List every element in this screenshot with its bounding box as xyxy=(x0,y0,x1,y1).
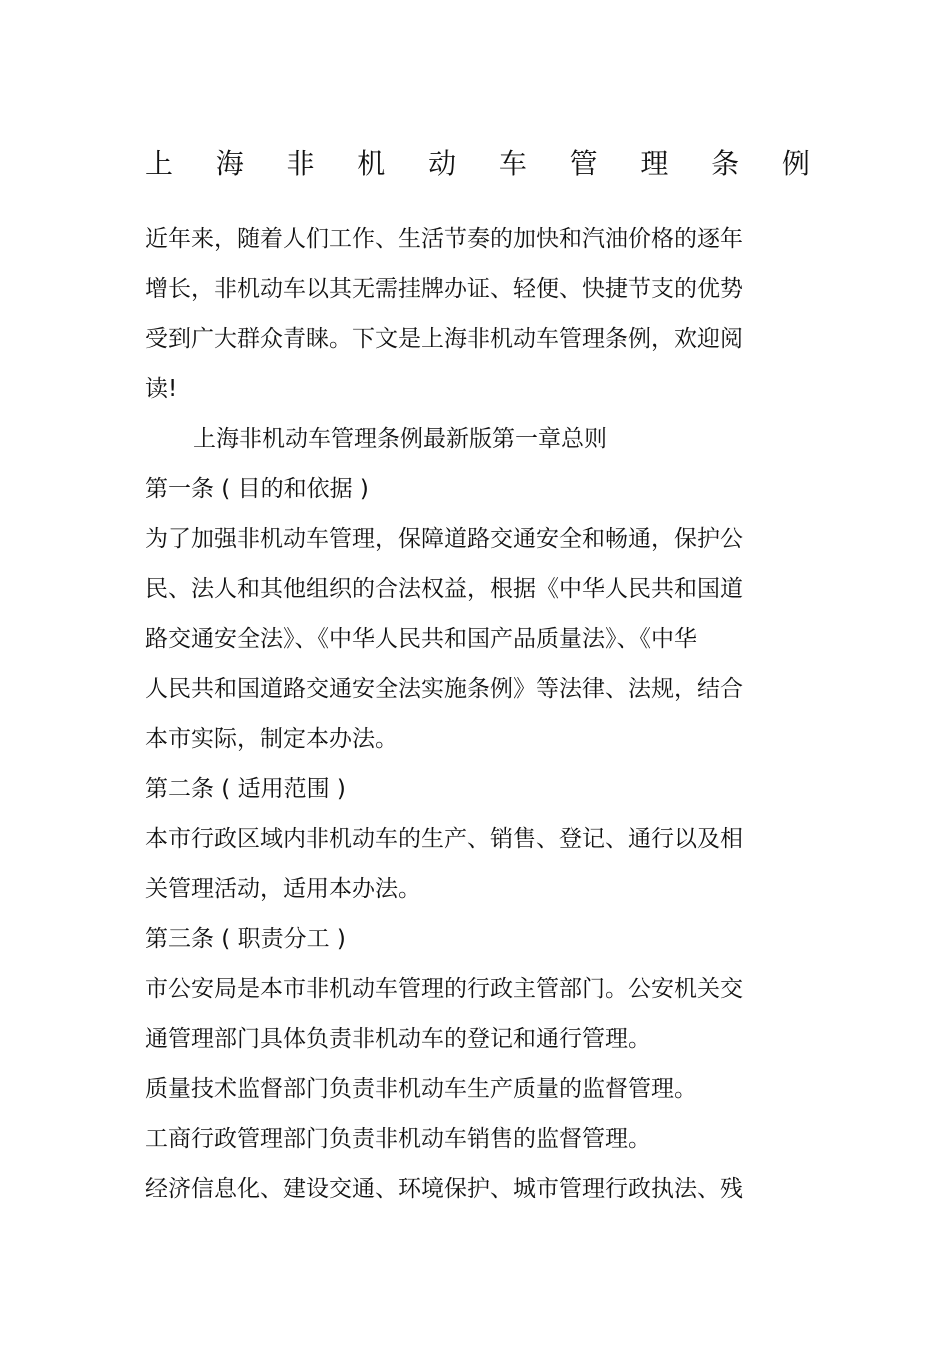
title-char: 条 xyxy=(711,147,740,180)
article-3-line: 市公安局是本市非机动车管理的行政主管部门。公安机关交 xyxy=(145,976,743,1002)
article-1-heading: 第一条 ( 目的和依据 ) xyxy=(145,476,369,502)
title-char: 例 xyxy=(781,147,810,180)
title-char: 理 xyxy=(640,147,669,180)
article-2-heading: 第二条 ( 适用范围 ) xyxy=(145,776,346,802)
intro-line: 近年来，随着人们工作、生活节奏的加快和汽油价格的逐年 xyxy=(145,226,743,252)
article-3-heading: 第三条 ( 职责分工 ) xyxy=(145,926,346,952)
article-3-line: 质量技术监督部门负责非机动车生产质量的监督管理。 xyxy=(145,1076,697,1102)
title-char: 车 xyxy=(498,147,527,180)
title-char: 管 xyxy=(569,147,598,180)
document-title xyxy=(145,142,810,186)
article-1-line: 路交通安全法》、《中华人民共和国产品质量法》、《中华 xyxy=(145,626,697,652)
title-char: 非 xyxy=(286,147,315,180)
title-char: 海 xyxy=(215,147,244,180)
article-3-line: 工商行政管理部门负责非机动车销售的监督管理。 xyxy=(145,1126,651,1152)
article-2-line: 本市行政区域内非机动车的生产、销售、登记、通行以及相 xyxy=(145,826,743,852)
article-3-line: 通管理部门具体负责非机动车的登记和通行管理。 xyxy=(145,1026,651,1052)
document-body xyxy=(145,214,745,1214)
article-1-line: 人民共和国道路交通安全法实施条例》等法律、法规，结合 xyxy=(145,676,743,702)
intro-line: 读! xyxy=(145,376,178,402)
article-1-line: 本市实际，制定本办法。 xyxy=(145,726,398,752)
article-1-line: 民、法人和其他组织的合法权益，根据《中华人民共和国道 xyxy=(145,576,743,602)
article-3-line: 经济信息化、建设交通、环境保护、城市管理行政执法、残 xyxy=(145,1176,743,1202)
intro-line: 受到广大群众青睐。下文是上海非机动车管理条例，欢迎阅 xyxy=(145,326,743,352)
article-1-line: 为了加强非机动车管理，保障道路交通安全和畅通，保护公 xyxy=(145,526,743,552)
article-2-line: 关管理活动，适用本办法。 xyxy=(145,876,421,902)
title-char: 上 xyxy=(145,147,174,180)
title-char: 机 xyxy=(357,147,386,180)
title-char: 动 xyxy=(428,147,457,180)
intro-line: 增长，非机动车以其无需挂牌办证、轻便、快捷节支的优势 xyxy=(145,276,743,302)
chapter-heading: 上海非机动车管理条例最新版第一章总则 xyxy=(193,426,607,452)
